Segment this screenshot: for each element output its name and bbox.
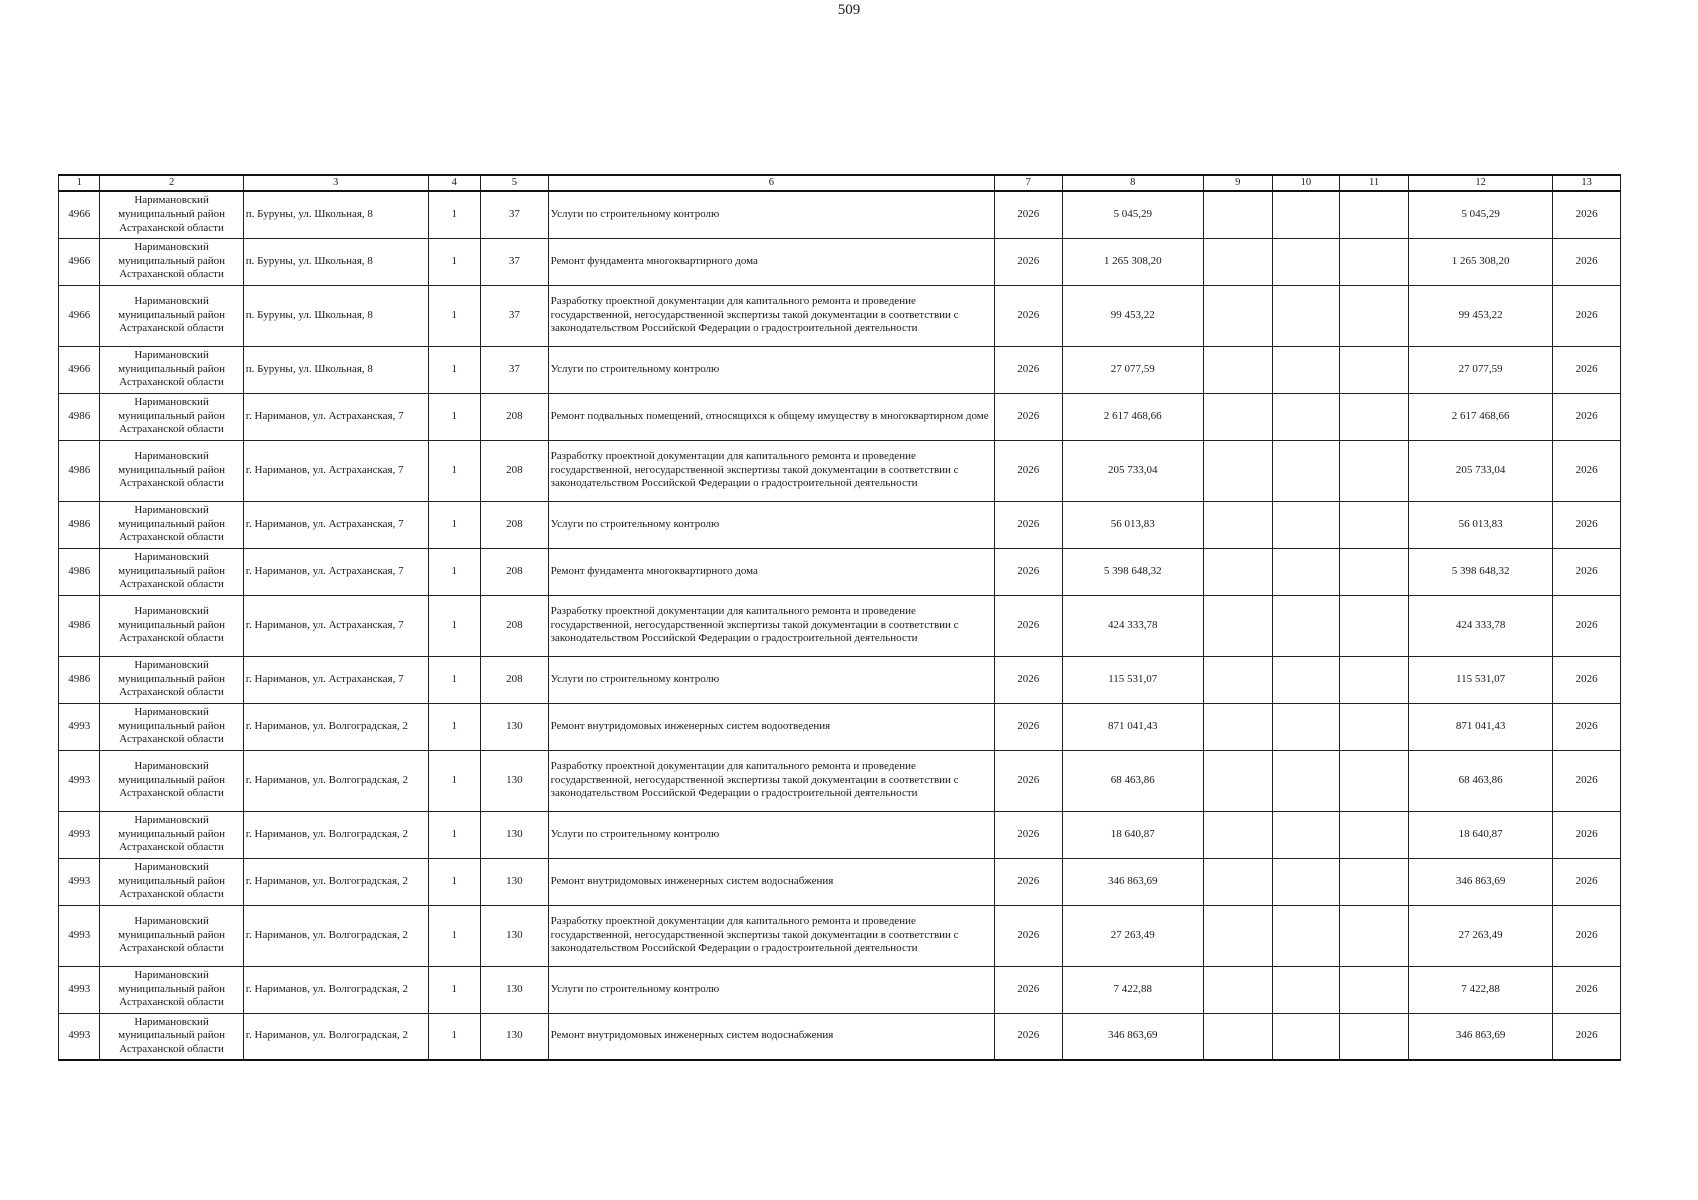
page-number: 509 xyxy=(837,2,861,18)
completion-year-cell: 2026 xyxy=(1553,656,1621,703)
total-cost-cell: 424 333,78 xyxy=(1408,595,1552,656)
col10-cell xyxy=(1272,595,1340,656)
col11-cell xyxy=(1340,858,1409,905)
municipality-cell: Наримановский муниципальный район Астраханской области xyxy=(100,966,243,1013)
col4-cell: 1 xyxy=(428,440,481,501)
col9-cell xyxy=(1203,346,1272,393)
cost-cell: 5 398 648,32 xyxy=(1062,548,1203,595)
total-cost-cell: 68 463,86 xyxy=(1408,750,1552,811)
table-row xyxy=(59,858,1621,905)
table-row xyxy=(59,440,1621,501)
year-cell: 2026 xyxy=(994,858,1062,905)
completion-year-cell: 2026 xyxy=(1553,238,1621,285)
col5-cell: 208 xyxy=(481,440,549,501)
house-id-cell: 4993 xyxy=(59,858,100,905)
work-type-cell: Ремонт фундамента многоквартирного дома xyxy=(548,238,994,285)
completion-year-cell: 2026 xyxy=(1553,703,1621,750)
cost-cell: 346 863,69 xyxy=(1062,858,1203,905)
work-type-cell: Разработку проектной документации для капитального ремонта и проведение государственной, негосударственной экспертизы такой документации в соответствии с законодательством Российской Федерации о градостроительной деятельности xyxy=(548,285,994,346)
house-id-cell: 4993 xyxy=(59,905,100,966)
cost-cell: 424 333,78 xyxy=(1062,595,1203,656)
house-id-cell: 4966 xyxy=(59,346,100,393)
table-row xyxy=(59,501,1621,548)
col5-cell: 208 xyxy=(481,595,549,656)
house-id-cell: 4986 xyxy=(59,440,100,501)
table-row xyxy=(59,191,1621,238)
col11-cell xyxy=(1340,656,1409,703)
completion-year-cell: 2026 xyxy=(1553,858,1621,905)
cost-cell: 871 041,43 xyxy=(1062,703,1203,750)
col11-cell xyxy=(1340,548,1409,595)
total-cost-cell: 7 422,88 xyxy=(1408,966,1552,1013)
col4-cell: 1 xyxy=(428,811,481,858)
work-type-cell: Услуги по строительному контролю xyxy=(548,346,994,393)
house-id-cell: 4966 xyxy=(59,238,100,285)
municipality-cell: Наримановский муниципальный район Астраханской области xyxy=(100,346,243,393)
column-header: 5 xyxy=(481,175,549,191)
cost-cell: 99 453,22 xyxy=(1062,285,1203,346)
col9-cell xyxy=(1203,703,1272,750)
column-number-row xyxy=(59,175,1621,191)
col4-cell: 1 xyxy=(428,393,481,440)
col11-cell xyxy=(1340,285,1409,346)
total-cost-cell: 27 077,59 xyxy=(1408,346,1552,393)
col9-cell xyxy=(1203,966,1272,1013)
column-header: 6 xyxy=(548,175,994,191)
house-id-cell: 4993 xyxy=(59,703,100,750)
work-type-cell: Разработку проектной документации для капитального ремонта и проведение государственной, негосударственной экспертизы такой документации в соответствии с законодательством Российской Федерации о градостроительной деятельности xyxy=(548,905,994,966)
total-cost-cell: 871 041,43 xyxy=(1408,703,1552,750)
total-cost-cell: 205 733,04 xyxy=(1408,440,1552,501)
total-cost-cell: 18 640,87 xyxy=(1408,811,1552,858)
total-cost-cell: 115 531,07 xyxy=(1408,656,1552,703)
col10-cell xyxy=(1272,440,1340,501)
cost-cell: 68 463,86 xyxy=(1062,750,1203,811)
col5-cell: 37 xyxy=(481,285,549,346)
column-header: 10 xyxy=(1272,175,1340,191)
municipality-cell: Наримановский муниципальный район Астраханской области xyxy=(100,703,243,750)
col4-cell: 1 xyxy=(428,750,481,811)
address-cell: г. Нариманов, ул. Астраханская, 7 xyxy=(243,656,428,703)
col9-cell xyxy=(1203,1013,1272,1060)
address-cell: п. Буруны, ул. Школьная, 8 xyxy=(243,191,428,238)
col10-cell xyxy=(1272,191,1340,238)
address-cell: г. Нариманов, ул. Волгоградская, 2 xyxy=(243,905,428,966)
house-id-cell: 4986 xyxy=(59,501,100,548)
column-header: 13 xyxy=(1553,175,1621,191)
work-type-cell: Разработку проектной документации для капитального ремонта и проведение государственной, негосударственной экспертизы такой документации в соответствии с законодательством Российской Федерации о градостроительной деятельности xyxy=(548,440,994,501)
year-cell: 2026 xyxy=(994,905,1062,966)
cost-cell: 346 863,69 xyxy=(1062,1013,1203,1060)
table-row xyxy=(59,811,1621,858)
house-id-cell: 4986 xyxy=(59,656,100,703)
cost-cell: 18 640,87 xyxy=(1062,811,1203,858)
completion-year-cell: 2026 xyxy=(1553,595,1621,656)
col10-cell xyxy=(1272,858,1340,905)
table-header xyxy=(59,175,1621,191)
municipality-cell: Наримановский муниципальный район Астраханской области xyxy=(100,656,243,703)
col11-cell xyxy=(1340,393,1409,440)
address-cell: г. Нариманов, ул. Астраханская, 7 xyxy=(243,595,428,656)
completion-year-cell: 2026 xyxy=(1553,346,1621,393)
col5-cell: 130 xyxy=(481,966,549,1013)
year-cell: 2026 xyxy=(994,750,1062,811)
completion-year-cell: 2026 xyxy=(1553,811,1621,858)
cost-cell: 56 013,83 xyxy=(1062,501,1203,548)
table-row xyxy=(59,548,1621,595)
year-cell: 2026 xyxy=(994,285,1062,346)
completion-year-cell: 2026 xyxy=(1553,501,1621,548)
col5-cell: 130 xyxy=(481,811,549,858)
table-row xyxy=(59,238,1621,285)
col5-cell: 208 xyxy=(481,548,549,595)
house-id-cell: 4966 xyxy=(59,285,100,346)
table-row xyxy=(59,750,1621,811)
year-cell: 2026 xyxy=(994,595,1062,656)
col5-cell: 208 xyxy=(481,656,549,703)
table-row xyxy=(59,285,1621,346)
col4-cell: 1 xyxy=(428,548,481,595)
work-type-cell: Разработку проектной документации для капитального ремонта и проведение государственной, негосударственной экспертизы такой документации в соответствии с законодательством Российской Федерации о градостроительной деятельности xyxy=(548,595,994,656)
col10-cell xyxy=(1272,966,1340,1013)
municipality-cell: Наримановский муниципальный район Астраханской области xyxy=(100,905,243,966)
address-cell: г. Нариманов, ул. Волгоградская, 2 xyxy=(243,750,428,811)
municipality-cell: Наримановский муниципальный район Астраханской области xyxy=(100,1013,243,1060)
table-row xyxy=(59,393,1621,440)
total-cost-cell: 99 453,22 xyxy=(1408,285,1552,346)
municipality-cell: Наримановский муниципальный район Астраханской области xyxy=(100,811,243,858)
column-header: 9 xyxy=(1203,175,1272,191)
address-cell: г. Нариманов, ул. Волгоградская, 2 xyxy=(243,966,428,1013)
col9-cell xyxy=(1203,393,1272,440)
completion-year-cell: 2026 xyxy=(1553,191,1621,238)
year-cell: 2026 xyxy=(994,548,1062,595)
col5-cell: 37 xyxy=(481,191,549,238)
capital-repair-table xyxy=(58,174,1621,1061)
municipality-cell: Наримановский муниципальный район Астраханской области xyxy=(100,858,243,905)
table-row xyxy=(59,966,1621,1013)
municipality-cell: Наримановский муниципальный район Астраханской области xyxy=(100,191,243,238)
cost-cell: 115 531,07 xyxy=(1062,656,1203,703)
col10-cell xyxy=(1272,905,1340,966)
house-id-cell: 4966 xyxy=(59,191,100,238)
col11-cell xyxy=(1340,750,1409,811)
address-cell: г. Нариманов, ул. Волгоградская, 2 xyxy=(243,1013,428,1060)
col11-cell xyxy=(1340,501,1409,548)
work-type-cell: Ремонт подвальных помещений, относящихся к общему имуществу в многоквартирном доме xyxy=(548,393,994,440)
col9-cell xyxy=(1203,595,1272,656)
col4-cell: 1 xyxy=(428,656,481,703)
cost-cell: 2 617 468,66 xyxy=(1062,393,1203,440)
col10-cell xyxy=(1272,501,1340,548)
col5-cell: 130 xyxy=(481,703,549,750)
col11-cell xyxy=(1340,1013,1409,1060)
total-cost-cell: 346 863,69 xyxy=(1408,858,1552,905)
work-type-cell: Услуги по строительному контролю xyxy=(548,191,994,238)
col11-cell xyxy=(1340,966,1409,1013)
year-cell: 2026 xyxy=(994,1013,1062,1060)
col10-cell xyxy=(1272,703,1340,750)
col10-cell xyxy=(1272,548,1340,595)
col9-cell xyxy=(1203,905,1272,966)
total-cost-cell: 56 013,83 xyxy=(1408,501,1552,548)
col11-cell xyxy=(1340,238,1409,285)
year-cell: 2026 xyxy=(994,501,1062,548)
address-cell: г. Нариманов, ул. Астраханская, 7 xyxy=(243,440,428,501)
col10-cell xyxy=(1272,393,1340,440)
total-cost-cell: 5 398 648,32 xyxy=(1408,548,1552,595)
completion-year-cell: 2026 xyxy=(1553,440,1621,501)
year-cell: 2026 xyxy=(994,191,1062,238)
year-cell: 2026 xyxy=(994,656,1062,703)
cost-cell: 5 045,29 xyxy=(1062,191,1203,238)
table-row xyxy=(59,595,1621,656)
col10-cell xyxy=(1272,1013,1340,1060)
address-cell: п. Буруны, ул. Школьная, 8 xyxy=(243,285,428,346)
col4-cell: 1 xyxy=(428,966,481,1013)
col4-cell: 1 xyxy=(428,595,481,656)
address-cell: г. Нариманов, ул. Астраханская, 7 xyxy=(243,501,428,548)
cost-cell: 1 265 308,20 xyxy=(1062,238,1203,285)
house-id-cell: 4986 xyxy=(59,595,100,656)
municipality-cell: Наримановский муниципальный район Астраханской области xyxy=(100,393,243,440)
column-header: 3 xyxy=(243,175,428,191)
column-header: 7 xyxy=(994,175,1062,191)
table-row xyxy=(59,905,1621,966)
col9-cell xyxy=(1203,285,1272,346)
municipality-cell: Наримановский муниципальный район Астраханской области xyxy=(100,595,243,656)
address-cell: г. Нариманов, ул. Астраханская, 7 xyxy=(243,548,428,595)
cost-cell: 27 077,59 xyxy=(1062,346,1203,393)
completion-year-cell: 2026 xyxy=(1553,1013,1621,1060)
work-type-cell: Ремонт фундамента многоквартирного дома xyxy=(548,548,994,595)
house-id-cell: 4986 xyxy=(59,548,100,595)
col9-cell xyxy=(1203,656,1272,703)
column-header: 1 xyxy=(59,175,100,191)
year-cell: 2026 xyxy=(994,703,1062,750)
col9-cell xyxy=(1203,811,1272,858)
municipality-cell: Наримановский муниципальный район Астраханской области xyxy=(100,440,243,501)
col4-cell: 1 xyxy=(428,238,481,285)
col11-cell xyxy=(1340,191,1409,238)
col5-cell: 130 xyxy=(481,858,549,905)
completion-year-cell: 2026 xyxy=(1553,548,1621,595)
col10-cell xyxy=(1272,346,1340,393)
address-cell: г. Нариманов, ул. Волгоградская, 2 xyxy=(243,703,428,750)
municipality-cell: Наримановский муниципальный район Астраханской области xyxy=(100,285,243,346)
year-cell: 2026 xyxy=(994,346,1062,393)
total-cost-cell: 27 263,49 xyxy=(1408,905,1552,966)
house-id-cell: 4993 xyxy=(59,966,100,1013)
col4-cell: 1 xyxy=(428,858,481,905)
col10-cell xyxy=(1272,811,1340,858)
col11-cell xyxy=(1340,811,1409,858)
work-type-cell: Услуги по строительному контролю xyxy=(548,501,994,548)
house-id-cell: 4993 xyxy=(59,811,100,858)
completion-year-cell: 2026 xyxy=(1553,393,1621,440)
col5-cell: 208 xyxy=(481,393,549,440)
col11-cell xyxy=(1340,346,1409,393)
municipality-cell: Наримановский муниципальный район Астраханской области xyxy=(100,238,243,285)
address-cell: п. Буруны, ул. Школьная, 8 xyxy=(243,238,428,285)
cost-cell: 205 733,04 xyxy=(1062,440,1203,501)
total-cost-cell: 2 617 468,66 xyxy=(1408,393,1552,440)
col9-cell xyxy=(1203,858,1272,905)
col10-cell xyxy=(1272,656,1340,703)
col5-cell: 130 xyxy=(481,905,549,966)
cost-cell: 7 422,88 xyxy=(1062,966,1203,1013)
table-row xyxy=(59,1013,1621,1060)
cost-cell: 27 263,49 xyxy=(1062,905,1203,966)
completion-year-cell: 2026 xyxy=(1553,905,1621,966)
col10-cell xyxy=(1272,285,1340,346)
col4-cell: 1 xyxy=(428,905,481,966)
house-id-cell: 4993 xyxy=(59,1013,100,1060)
total-cost-cell: 1 265 308,20 xyxy=(1408,238,1552,285)
municipality-cell: Наримановский муниципальный район Астраханской области xyxy=(100,501,243,548)
col4-cell: 1 xyxy=(428,285,481,346)
col4-cell: 1 xyxy=(428,501,481,548)
col11-cell xyxy=(1340,595,1409,656)
col5-cell: 130 xyxy=(481,1013,549,1060)
col9-cell xyxy=(1203,191,1272,238)
municipality-cell: Наримановский муниципальный район Астраханской области xyxy=(100,750,243,811)
col10-cell xyxy=(1272,750,1340,811)
year-cell: 2026 xyxy=(994,811,1062,858)
column-header: 12 xyxy=(1408,175,1552,191)
work-type-cell: Ремонт внутридомовых инженерных систем водоснабжения xyxy=(548,1013,994,1060)
total-cost-cell: 346 863,69 xyxy=(1408,1013,1552,1060)
col9-cell xyxy=(1203,238,1272,285)
column-header: 11 xyxy=(1340,175,1409,191)
work-type-cell: Разработку проектной документации для капитального ремонта и проведение государственной, негосударственной экспертизы такой документации в соответствии с законодательством Российской Федерации о градостроительной деятельности xyxy=(548,750,994,811)
col4-cell: 1 xyxy=(428,191,481,238)
house-id-cell: 4986 xyxy=(59,393,100,440)
col5-cell: 208 xyxy=(481,501,549,548)
year-cell: 2026 xyxy=(994,238,1062,285)
completion-year-cell: 2026 xyxy=(1553,750,1621,811)
col4-cell: 1 xyxy=(428,703,481,750)
work-type-cell: Услуги по строительному контролю xyxy=(548,966,994,1013)
year-cell: 2026 xyxy=(994,966,1062,1013)
col9-cell xyxy=(1203,440,1272,501)
col9-cell xyxy=(1203,750,1272,811)
column-header: 8 xyxy=(1062,175,1203,191)
year-cell: 2026 xyxy=(994,440,1062,501)
col5-cell: 130 xyxy=(481,750,549,811)
completion-year-cell: 2026 xyxy=(1553,285,1621,346)
column-header: 2 xyxy=(100,175,243,191)
col11-cell xyxy=(1340,703,1409,750)
table-row xyxy=(59,703,1621,750)
col9-cell xyxy=(1203,501,1272,548)
table-body xyxy=(59,191,1621,1060)
col4-cell: 1 xyxy=(428,1013,481,1060)
address-cell: г. Нариманов, ул. Астраханская, 7 xyxy=(243,393,428,440)
house-id-cell: 4993 xyxy=(59,750,100,811)
work-type-cell: Ремонт внутридомовых инженерных систем водоснабжения xyxy=(548,858,994,905)
col9-cell xyxy=(1203,548,1272,595)
address-cell: г. Нариманов, ул. Волгоградская, 2 xyxy=(243,858,428,905)
col5-cell: 37 xyxy=(481,238,549,285)
col11-cell xyxy=(1340,440,1409,501)
work-type-cell: Услуги по строительному контролю xyxy=(548,656,994,703)
address-cell: п. Буруны, ул. Школьная, 8 xyxy=(243,346,428,393)
address-cell: г. Нариманов, ул. Волгоградская, 2 xyxy=(243,811,428,858)
work-type-cell: Ремонт внутридомовых инженерных систем водоотведения xyxy=(548,703,994,750)
table-row xyxy=(59,656,1621,703)
col10-cell xyxy=(1272,238,1340,285)
col11-cell xyxy=(1340,905,1409,966)
total-cost-cell: 5 045,29 xyxy=(1408,191,1552,238)
table-row xyxy=(59,346,1621,393)
col4-cell: 1 xyxy=(428,346,481,393)
work-type-cell: Услуги по строительному контролю xyxy=(548,811,994,858)
municipality-cell: Наримановский муниципальный район Астраханской области xyxy=(100,548,243,595)
col5-cell: 37 xyxy=(481,346,549,393)
completion-year-cell: 2026 xyxy=(1553,966,1621,1013)
year-cell: 2026 xyxy=(994,393,1062,440)
column-header: 4 xyxy=(428,175,481,191)
